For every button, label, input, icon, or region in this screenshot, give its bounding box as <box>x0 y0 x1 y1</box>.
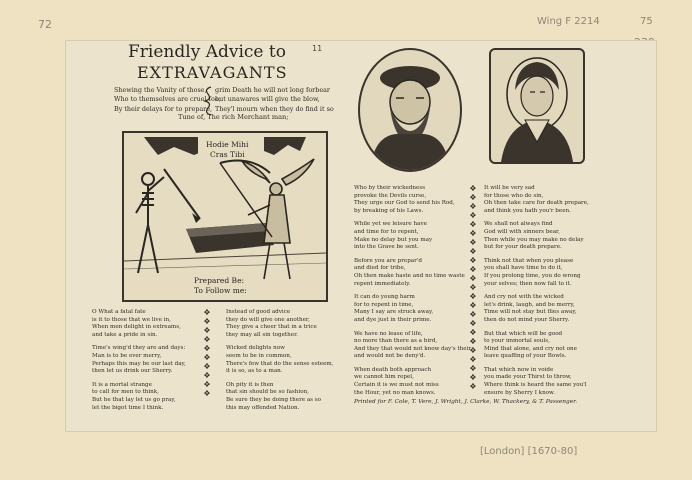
verse-line: Many I say are struck away, <box>354 309 434 316</box>
pencil-reference: Wing F 2214 <box>537 16 600 27</box>
ornament-divider-right: ❖ ❖ ❖ ❖ ❖ ❖ ❖ ❖ ❖ ❖ ❖ ❖ ❖ ❖ ❖ ❖ ❖ ❖ ❖ ❖ ❖ ❖ ❖ <box>469 184 477 391</box>
verse-line: repent immediately. <box>354 280 411 287</box>
verse-line: Certain it is we must not miss <box>354 382 439 389</box>
verse-line: Wicked delights now <box>226 345 285 352</box>
stanza <box>354 221 471 251</box>
verse-line: ensure by Sherry I know. <box>484 389 555 396</box>
verse-line: Man is to be ever merry, <box>92 352 162 359</box>
verse-line: and would not be deny'd. <box>354 353 426 360</box>
verse-line: they may all sin together. <box>226 331 298 338</box>
subtitle-right-line-2: but unawares will give the blow, <box>215 95 320 104</box>
stanza <box>484 294 589 324</box>
verse-line: to your immortal souls, <box>484 338 550 345</box>
portrait-bearded-man <box>358 48 462 172</box>
verse-line: let the bigot time I think. <box>92 404 164 411</box>
subtitle-left-line-1: Shewing the Vanity of those, <box>114 86 207 94</box>
verse-line: is it to those that we live in, <box>92 316 171 323</box>
stanza <box>484 331 589 361</box>
title-line-2: EXTRAVAGANTS <box>137 63 288 82</box>
printer-imprint: Printed for F. Cole, T. Vere, J. Wright, J. Clarke, W. Thackery, & T. Passenger. <box>354 399 578 405</box>
verse-line: provoke the Devils curse, <box>354 192 427 199</box>
verse-line: the Hour, yet no man knows. <box>354 389 436 396</box>
verse-line: Then while you may make no delay <box>484 236 584 243</box>
stanza <box>354 331 471 361</box>
subtitle-left-line-2: Who to themselves are cruel foe; <box>114 95 221 104</box>
verse-line: And they that would not know day's their <box>354 345 472 352</box>
verse-line: Where think is heard the same you'l <box>484 382 587 389</box>
verse-line: Oh pity it is then <box>226 381 274 388</box>
verse-line: We have no lease of life, <box>354 330 423 337</box>
stanza <box>92 345 186 375</box>
verse-line: for to repent in time, <box>354 301 414 308</box>
verse-line: into the Grave be sent. <box>354 244 419 251</box>
verse-line: then do not mind your Sherry. <box>484 316 570 323</box>
verse-line: That which now in voide <box>484 366 554 373</box>
stanza <box>226 309 334 339</box>
subtitle-right <box>215 86 334 114</box>
verse-line: There's few that do the sense esteem, <box>226 360 334 367</box>
verse-line: If you prolong time, you do wrong <box>484 272 581 279</box>
verse-line: Oh then make haste and no time waste <box>354 272 465 279</box>
stanza <box>484 221 589 251</box>
verse-line: and died for tribe, <box>354 265 406 272</box>
verse-line: by breaking of his Laws. <box>354 207 424 214</box>
verse-line: They give a cheer that in a trice <box>226 324 317 331</box>
stanza <box>354 185 471 215</box>
verse-line: to call for men to think, <box>92 389 159 396</box>
verse-line: O What a fatal fate <box>92 309 146 315</box>
verse-line: you shall have time to do it, <box>484 265 563 272</box>
verse-line: It will be very sad <box>484 185 535 191</box>
subtitle-right-line-1: grim Death he will not long forbear <box>215 86 330 94</box>
stanza <box>354 367 471 397</box>
stanza <box>92 309 186 339</box>
title-line-1: Friendly Advice to <box>128 42 286 62</box>
verse-line: Oh then take care for death prepare, <box>484 200 589 207</box>
verse-column-middle <box>226 309 334 418</box>
verse-line: seem to be in common, <box>226 352 292 359</box>
stanza <box>226 345 334 375</box>
woodcut-caption-line-2: To Follow me: <box>194 286 247 295</box>
pencil-number-top-left: 72 <box>38 18 52 31</box>
woodcut-illustration <box>124 133 326 300</box>
stanza <box>354 258 471 288</box>
verse-line: but for your death prepare. <box>484 244 562 251</box>
verse-line: Instead of good advice <box>226 309 291 315</box>
verse-line: you made your Thirst to throw, <box>484 374 572 381</box>
stanza <box>484 185 589 215</box>
woodcut-death-and-devil <box>122 131 328 302</box>
verse-line: But he that lay let us go pray, <box>92 396 176 403</box>
verse-line: no more than there as a bird, <box>354 338 438 345</box>
verse-line: They urge our God to send his Rod, <box>354 200 455 207</box>
stanza <box>92 382 186 412</box>
verse-line: Make no delay but you may <box>354 236 433 243</box>
banner-text-line-2: Cras Tibi <box>210 150 245 159</box>
verse-line: and take a pride in sin. <box>92 331 158 338</box>
verse-line: it is so, as to a man. <box>226 368 283 375</box>
verse-line: that sin should be so fashion, <box>226 389 309 396</box>
tune-line: Tune of, The rich Merchant man; <box>178 113 289 121</box>
verse-line: and dye just in their prime. <box>354 316 432 323</box>
verse-line: they do will give one another, <box>226 316 310 323</box>
banner-text-line-1: Hodie Mihi <box>206 140 249 149</box>
verse-line: It is a mortal strange <box>92 381 152 388</box>
verse-line: And cry not with the wicked <box>484 294 564 301</box>
verse-line: When death both approach <box>354 366 432 373</box>
verse-line: Think not that when you please <box>484 257 574 264</box>
verse-column-three <box>354 185 471 403</box>
verse-line: While yet we leisure have <box>354 221 427 228</box>
verse-line: leave quaffing of your Bowls. <box>484 353 567 360</box>
stanza <box>226 382 334 412</box>
verse-line: Time's wing'd they are and days: <box>92 345 186 352</box>
verse-line: Who by their wickedness <box>354 185 426 191</box>
stanza <box>484 367 589 397</box>
portrait-woman-illustration <box>491 50 583 162</box>
verse-line: your selves; then now fall to it. <box>484 280 572 287</box>
verse-line: we cannot him repel, <box>354 374 414 381</box>
portrait-man-illustration <box>360 50 460 170</box>
verse-line: Perhaps this may be our last day, <box>92 360 186 367</box>
ornament-divider-left: ❖ ❖ ❖ ❖ ❖ ❖ ❖ ❖ ❖ ❖ <box>203 308 211 398</box>
verse-line: But that which will be good <box>484 330 563 337</box>
pencil-mid-mark: 11 <box>312 44 323 53</box>
verse-line: Before you are prepar'd <box>354 257 422 264</box>
verse-line: When men delight in extreams, <box>92 324 181 331</box>
subtitle-left-line-3: By their delays for to prepare, <box>114 104 213 113</box>
verse-line: this may offended Nation. <box>226 404 300 411</box>
stanza <box>354 294 471 324</box>
subtitle-right-line-3: They'l mourn when they do find it so <box>215 104 334 113</box>
verse-line: It can do young harm <box>354 294 415 301</box>
verse-line: Time will not stay but flies away, <box>484 309 577 316</box>
woodcut-caption-line-1: Prepared Be: <box>194 276 245 285</box>
pencil-imprint-note: [London] [1670-80] <box>480 446 578 457</box>
verse-line: and time for to repent, <box>354 228 419 235</box>
verse-line: We shall not always find <box>484 221 553 228</box>
verse-line: for those who do sin, <box>484 192 544 199</box>
verse-line: let's drink, laugh, and be merry, <box>484 301 575 308</box>
verse-line: Mind that alone, and cry not one <box>484 345 577 352</box>
verse-line: Be sure they be doing there as so <box>226 396 322 403</box>
verse-line: then let us drink our Sherry. <box>92 368 173 375</box>
portrait-woman <box>489 48 585 164</box>
subtitle-brace-ornament <box>202 86 214 116</box>
verse-line: and think you hath you'r been. <box>484 207 571 214</box>
verse-line: God will with sinners bear, <box>484 228 560 235</box>
verse-column-left <box>92 309 186 418</box>
verse-column-four <box>484 185 589 403</box>
pencil-number-top-right: 75 <box>640 16 653 27</box>
stanza <box>484 258 589 288</box>
